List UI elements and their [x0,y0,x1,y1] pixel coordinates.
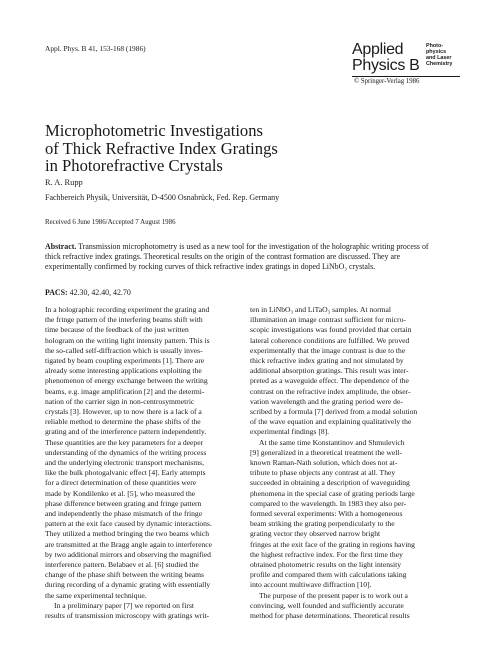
journal-logo [352,42,462,90]
body-column-right [250,305,458,621]
logo-divider [352,76,460,77]
paragraph: ten in LiNbO₃ and LiTaO₃ samples. At normal illumination an image contrast sufficient for micro- scopic investigations was found provided that certain lateral coherence conditions are fulfilled. We proved experimentally that the image contrast is due to the thick refractive index grating and not simulated by additional absorption gratings. This result was inter- preted as a waveguide effect. The dependence of the contrast on the refractive index amplitude, the obser- vation wavelength and the grating period were de- scribed by a formula [7] derived from a modal solution of the wave equation and explaining qualitatively the experimental findings [8]. [250,305,418,437]
journal-subtitle-line2: physics [426,49,447,55]
received-dates: Received 6 June 1986/Accepted 7 August 1986 [45,219,176,226]
title-line-1: Microphotometric Investigations [45,121,263,140]
pacs-values: 42.30, 42.40, 42.70 [69,288,131,297]
paragraph: At the same time Konstantinov and Shmulevich [9] generalized in a theoretical treatment the well- known Raman-Nath solution, which does not at- tribute to phase objects any contrast at all. They succeeded in obtaining a description of waveguiding phenomena in the special case of grating periods large compared to the wavelength. In 1983 they also per- formed several experiments: With a homogeneous beam striking the grating perpendicularly to the grating vector they observed narrow bright fringes at the exit face of the grating in regions having the highest refractive index. For the first time they obtained photometric results on the light intensity profile and compared them with calculations taking into account multiwave diffraction [10]. [250,437,415,590]
abstract [45,242,445,273]
abstract-text: Transmission microphotometry is used as a new tool for the investigation of the holographic writing process of thick refractive index gratings. Theoretical results on the origin of the contrast formation are discussed. They are experimentally confirmed by rocking curves of thick refractive index gratings in doped LiNbO₃ crystals. [45,242,429,272]
journal-subtitle [426,43,466,67]
title-line-3: in Photorefractive Crystals [45,156,223,175]
article-title [45,122,345,175]
journal-citation: Appl. Phys. B 41, 153-168 (1986) [45,44,146,53]
abstract-label: Abstract. [45,242,77,251]
copyright-notice: © Springer-Verlag 1986 [354,78,420,85]
body-column-left [45,305,252,621]
journal-name-line1: Applied [352,41,404,58]
paragraph: In a holographic recording experiment the grating and the fringe pattern of the interfering beams shift with time because of the feedback of the just written hologram on the writing light intensity pattern. This is the so-called self-diffraction which is usually inves- tigated by beam coupling experiments [1]. There are already some interesting applications exploiting the phenomenon of energy exchange between the writing beams, e.g. image amplification [2] and the determi- nation of the carrier sign in non-centrosymmetric crystals [3]. However, up to now there is a lack of a reliable method to determine the phase shifts of the grating and of the interference pattern independently. These quantities are the key parameters for a deeper understanding of the dynamics of the writing process and the underlying electronic transport mechanisms, like the bulk photogalvanic effect [4]. Early attempts for a direct determination of these quantities were made by Kondilenko et al. [5], who measured the phase difference between grating and fringe pattern and independently the phase mismatch of the fringe pattern at the exit face caused by dynamic interactions. They utilized a method bringing the two beams which are transmitted at the Bragg angle again to interference by two additional mirrors and observing the magnified interference pattern. Belabaev et al. [6] studied the change of the phase shift between the writing beams during recording of a dynamic grating with essentially the same experimental technique. [45,305,212,600]
title-line-2: of Thick Refractive Index Gratings [45,138,278,158]
journal-name-line2: Physics B [352,57,420,74]
paragraph: The purpose of the present paper is to work out a convincing, well founded and sufficiently accurate method for phase determinations. Theoretical results [250,590,410,621]
pacs-label: PACS: [45,288,68,297]
journal-subtitle-line4: Chemistry [426,61,453,67]
author-name: R. A. Rupp [45,178,83,187]
pacs-codes [45,288,131,297]
author-affiliation: Fachbereich Physik, Universität, D-4500 Osnabrück, Fed. Rep. Germany [45,193,280,202]
journal-subtitle-line1: Photo- [426,43,444,49]
paragraph: In a preliminary paper [7] we reported on first results of transmission microscopy with gratings writ- [45,600,210,621]
journal-subtitle-line3: and Laser [426,55,452,61]
